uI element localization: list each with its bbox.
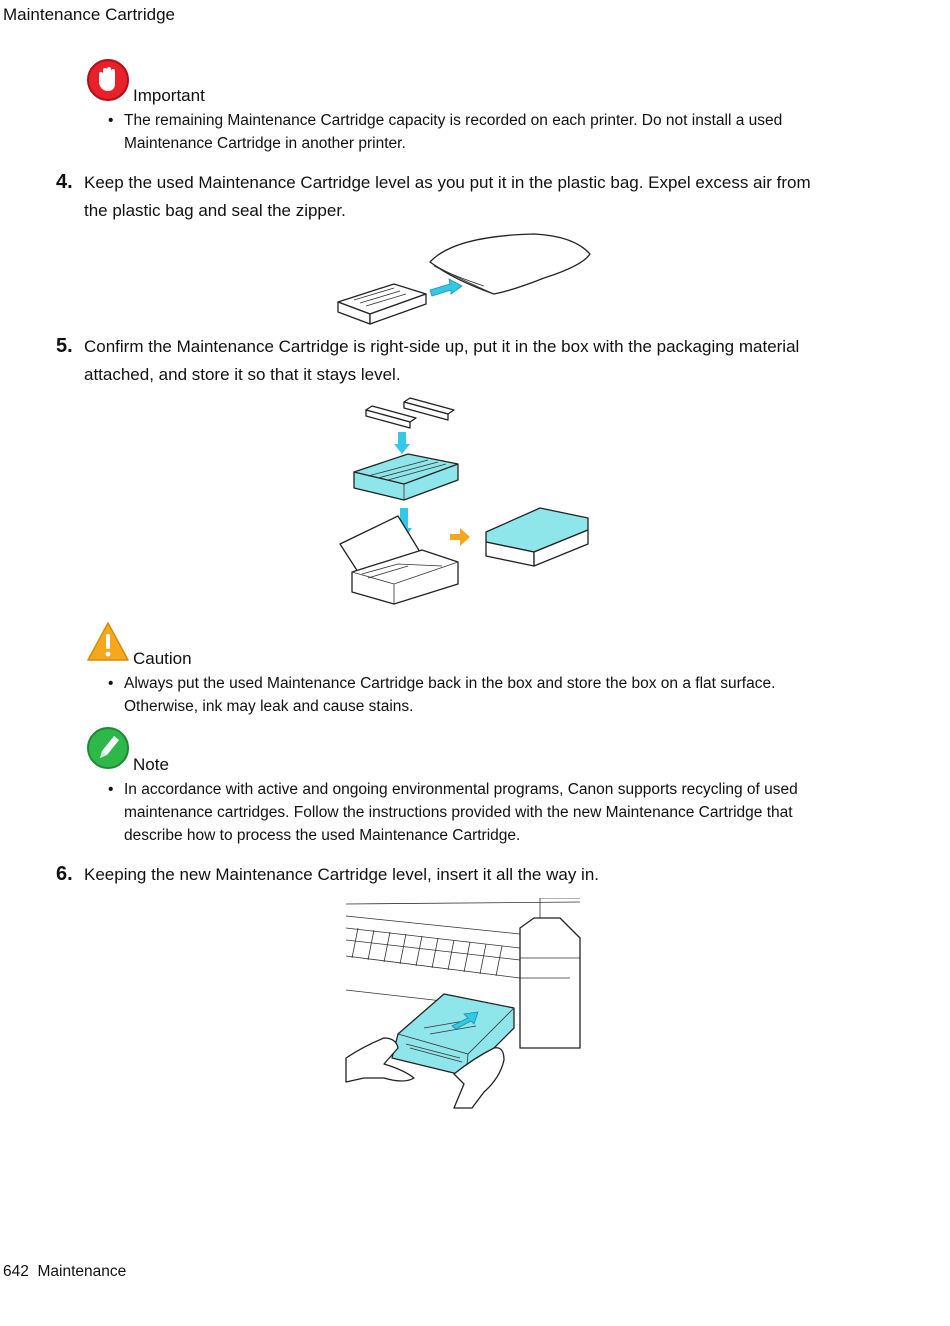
important-title: Important <box>133 86 205 105</box>
bullet-line: Maintenance Cartridge in another printer. <box>124 135 406 152</box>
bullet-line: maintenance cartridges. Follow the instructions provided with the new Maintenance Cartridge that <box>124 804 793 821</box>
insert-illustration <box>344 898 584 1115</box>
bullet-line: In accordance with active and ongoing environmental programs, Canon supports recycling of used <box>124 781 798 798</box>
caution-bullet: • Always put the used Maintenance Cartridge back in the box and store the box on a flat surface. Otherwise, ink may leak and cause stains. <box>124 672 775 718</box>
step-number: 4. <box>56 171 73 193</box>
hand-stop-icon <box>86 58 130 102</box>
bullet-line: Always put the used Maintenance Cartridge back in the box and store the box on a flat surface. <box>124 675 776 692</box>
step-number: 6. <box>56 863 73 885</box>
page-number: 642 <box>3 1263 29 1280</box>
step-line: Keeping the new Maintenance Cartridge level, insert it all the way in. <box>84 865 600 884</box>
footer-section: Maintenance <box>37 1263 127 1280</box>
page-footer <box>3 1263 126 1281</box>
step-text <box>84 169 811 225</box>
step-line: Keep the used Maintenance Cartridge level as you put it in the plastic bag. Expel excess air from <box>84 173 811 192</box>
step-line: Confirm the Maintenance Cartridge is right-side up, put it in the box with the packaging material <box>84 337 800 356</box>
step-number: 5. <box>56 335 73 357</box>
running-header: Maintenance Cartridge <box>3 5 175 24</box>
step-text <box>84 333 799 389</box>
box-illustration <box>338 396 594 615</box>
important-bullet: • The remaining Maintenance Cartridge capacity is recorded on each printer. Do not install a used Maintenance Cartridge in another printer. <box>124 109 782 155</box>
bag-illustration <box>334 232 596 337</box>
warning-triangle-icon <box>86 620 130 664</box>
bullet-line: describe how to process the used Maintenance Cartridge. <box>124 827 521 844</box>
step-line: attached, and store it so that it stays level. <box>84 365 401 384</box>
bullet-line: The remaining Maintenance Cartridge capacity is recorded on each printer. Do not install a used <box>124 112 783 129</box>
bullet-line: Otherwise, ink may leak and cause stains. <box>124 698 414 715</box>
pencil-icon <box>86 726 130 770</box>
caution-title: Caution <box>133 649 192 668</box>
step-line: the plastic bag and seal the zipper. <box>84 201 346 220</box>
note-title: Note <box>133 755 169 774</box>
step-text <box>84 861 599 889</box>
note-bullet: • In accordance with active and ongoing environmental programs, Canon supports recycling of used maintenance cartridges. Follow the instructions provided with the new Maintenance Cartridge that describe how to process the used Maintenance Cartridge. <box>124 778 798 847</box>
